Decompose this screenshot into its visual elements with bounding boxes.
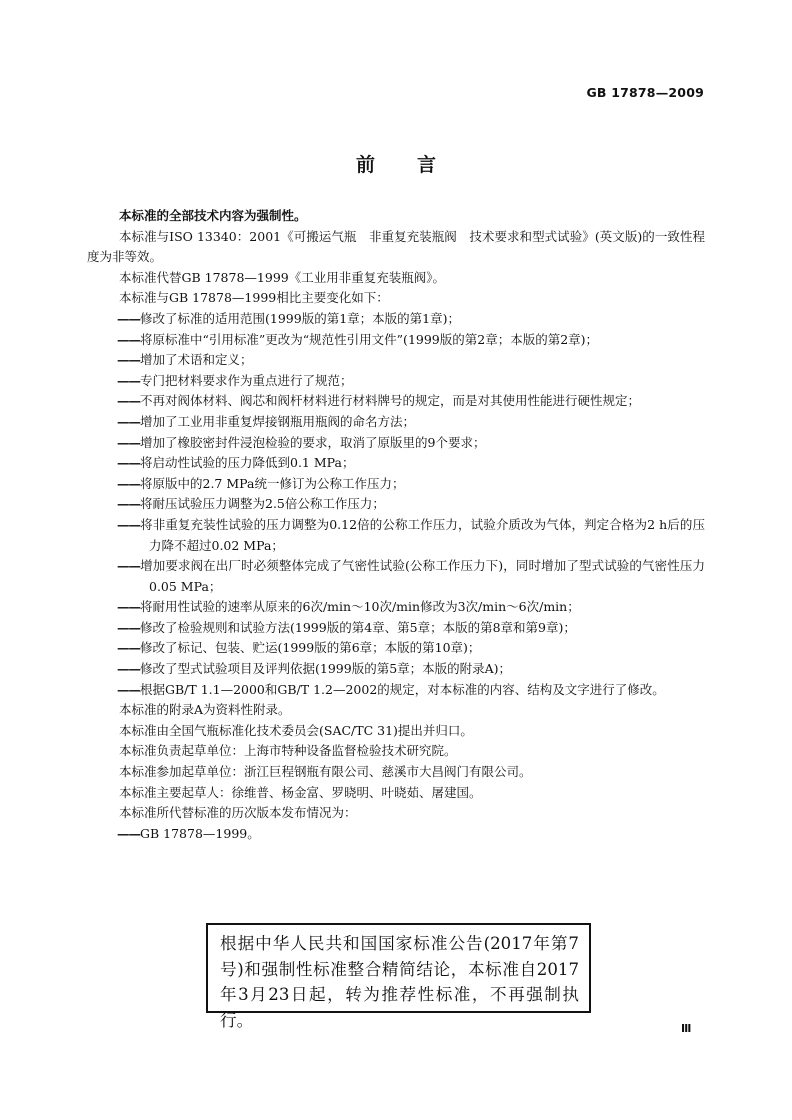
drafters-paragraph: 本标准主要起草人：徐维普、杨金富、罗晓明、叶晓茹、屠建国。 [119, 784, 482, 800]
change-item [87, 556, 705, 597]
dash-marker: —— [117, 310, 140, 326]
history-text: GB 17878—1999。 [140, 825, 260, 841]
page-number: Ⅲ [681, 1022, 691, 1035]
dash-marker: —— [117, 393, 140, 409]
change-text: 将非重复充装性试验的压力调整为0.12倍的公称工作压力，试验介质改为气体，判定合格为2 h后的压力降不超过0.02 MPa； [140, 516, 705, 553]
dash-marker: —— [117, 434, 140, 450]
replaces-paragraph: 本标准代替GB 17878—1999《工业用非重复充装瓶阀》。 [119, 269, 445, 285]
dash-marker: —— [117, 681, 140, 697]
change-text: 将耐压试验压力调整为2.5倍公称工作压力； [140, 496, 385, 512]
conversion-notice-box: 根据中华人民共和国国家标准公告(2017年第7号)和强制性标准整合精简结论，本标准自2017年3月23日起，转为推荐性标准，不再强制执行。 [206, 923, 591, 1013]
proposer-paragraph: 本标准由全国气瓶标准化技术委员会(SAC/TC 31)提出并归口。 [119, 722, 473, 738]
dash-marker: —— [117, 331, 140, 347]
foreword-body [87, 206, 705, 844]
change-item [87, 412, 705, 433]
change-text: 增加要求阀在出厂时必须整体完成了气密性试验(公称工作压力下)，同时增加了型式试验的气密性压力0.05 MPa； [140, 558, 705, 594]
change-item [87, 330, 705, 351]
consistency-paragraph: 本标准与ISO 13340：2001《可搬运气瓶 非重复充装瓶阀 技术要求和型式试验》(英文版)的一致性程度为非等效。 [87, 228, 705, 265]
dash-marker: —— [117, 825, 140, 841]
dash-marker: —— [117, 455, 140, 471]
change-item [87, 433, 705, 454]
change-text: 不再对阀体材料、阀芯和阀杆材料进行材料牌号的规定，而是对其使用性能进行硬性规定； [140, 393, 641, 409]
dash-marker: —— [117, 516, 140, 532]
change-item [87, 350, 705, 371]
change-item [87, 391, 705, 412]
change-text: 专门把材料要求作为重点进行了规范； [140, 372, 353, 388]
standard-code: GB 17878—2009 [586, 85, 704, 100]
history-item [87, 824, 705, 845]
change-item [87, 494, 705, 515]
change-item [87, 638, 705, 659]
change-text: 增加了工业用非重复焊接钢瓶用瓶阀的命名方法； [140, 413, 416, 429]
dash-marker: —— [117, 619, 140, 635]
dash-marker: —— [117, 475, 140, 491]
change-text: 修改了检验规则和试验方法(1999版的第4章、第5章；本版的第8章和第9章)； [140, 619, 576, 635]
change-text: 增加了橡胶密封件浸泡检验的要求，取消了原版里的9个要求； [140, 434, 486, 450]
change-text: 修改了标记、包装、贮运(1999版的第6章；本版的第10章)； [140, 640, 481, 656]
change-item [87, 659, 705, 680]
mandatory-statement: 本标准的全部技术内容为强制性。 [119, 208, 307, 223]
change-text: 将耐用性试验的速率从原来的6次/min～10次/min修改为3次/min～6次/min； [140, 599, 580, 615]
drafting-unit-paragraph: 本标准负责起草单位：上海市特种设备监督检验技术研究院。 [119, 743, 457, 759]
participating-unit-paragraph: 本标准参加起草单位：浙江巨程钢瓶有限公司、慈溪市大昌阀门有限公司。 [119, 764, 532, 780]
dash-marker: —— [117, 413, 140, 429]
change-item [87, 453, 705, 474]
change-item [87, 515, 705, 556]
dash-marker: —— [117, 352, 140, 368]
changes-intro: 本标准与GB 17878—1999相比主要变化如下： [119, 290, 389, 306]
change-item [87, 618, 705, 639]
change-text: 增加了术语和定义； [140, 352, 253, 368]
dash-marker: —— [117, 640, 140, 656]
page-title: 前言 [355, 154, 478, 176]
change-text: 将启动性试验的压力降低到0.1 MPa； [140, 455, 355, 471]
dash-marker: —— [117, 661, 140, 677]
change-item [87, 680, 705, 701]
change-text: 将原版中的2.7 MPa统一修订为公称工作压力； [140, 475, 405, 491]
dash-marker: —— [117, 372, 140, 388]
change-item [87, 474, 705, 495]
change-text: 修改了标准的适用范围(1999版的第1章；本版的第1章)； [140, 310, 460, 326]
dash-marker: —— [117, 558, 140, 574]
history-intro: 本标准所代替标准的历次版本发布情况为： [119, 805, 357, 821]
change-text: 根据GB/T 1.1—2000和GB/T 1.2—2002的规定，对本标准的内容、结构及文字进行了修改。 [140, 681, 665, 697]
change-text: 将原标准中“引用标准”更改为“规范性引用文件”(1999版的第2章；本版的第2章)； [140, 331, 599, 347]
annex-paragraph: 本标准的附录A为资料性附录。 [119, 702, 291, 718]
dash-marker: —— [117, 599, 140, 615]
change-text: 修改了型式试验项目及评判依据(1999版的第5章；本版的附录A)； [140, 661, 512, 677]
change-item [87, 597, 705, 618]
change-item [87, 309, 705, 330]
change-item [87, 371, 705, 392]
dash-marker: —— [117, 496, 140, 512]
